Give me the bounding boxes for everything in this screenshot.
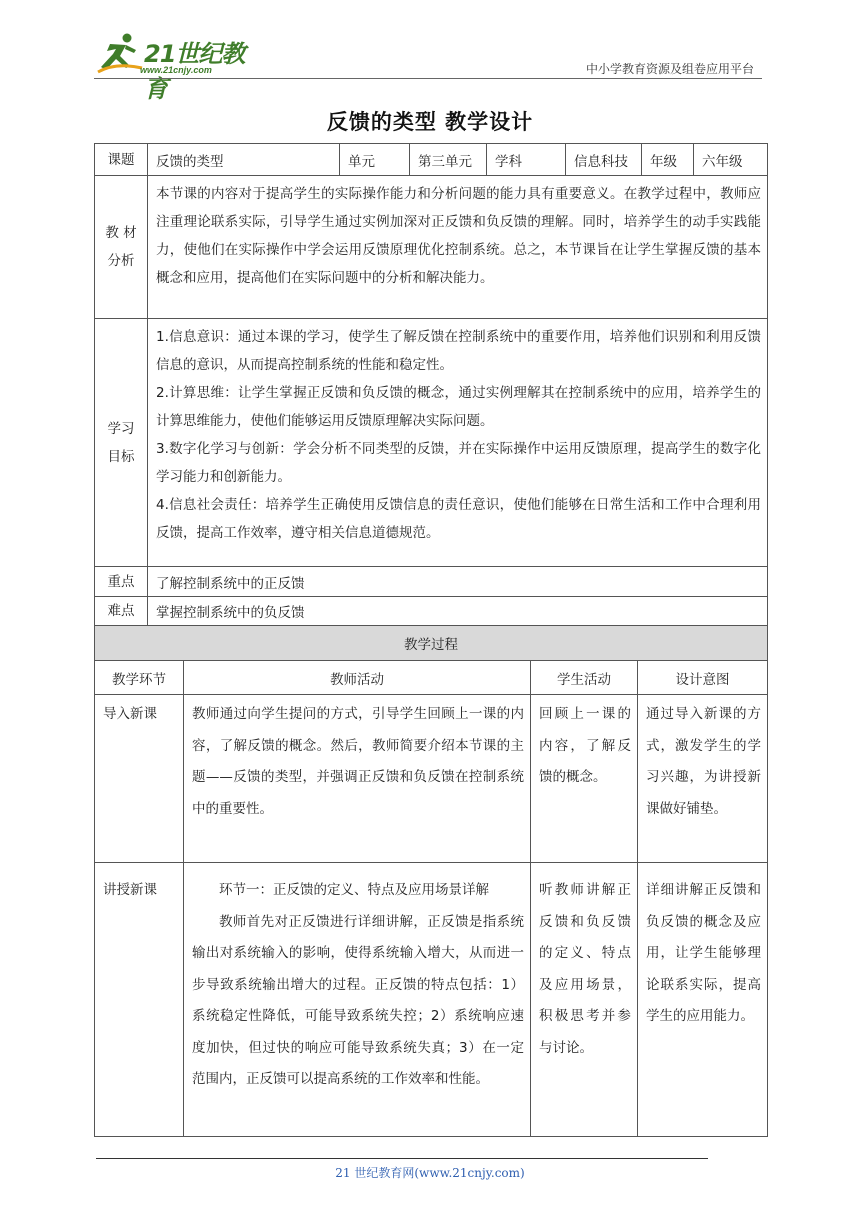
difficult-point-label: 难点	[95, 597, 148, 626]
column-header: 学生活动	[531, 661, 638, 695]
subject-label: 学科	[487, 144, 566, 176]
grade-value: 六年级	[694, 144, 768, 176]
design-intent: 详细讲解正反馈和负反馈的概念及应用，让学生能够理论联系实际，提高学生的应用能力。	[638, 863, 768, 1137]
process-row-intro	[95, 695, 768, 863]
unit-label: 单元	[340, 144, 410, 176]
teacher-activity-heading: 环节一：正反馈的定义、特点及应用场景详解	[219, 882, 489, 898]
process-title-row	[95, 626, 768, 661]
process-row-new-lesson	[95, 863, 768, 1137]
teaching-process-table	[94, 625, 768, 1137]
course-info-table	[94, 143, 768, 626]
analysis-text: 本节课的内容对于提高学生的实际操作能力和分析问题的能力具有重要意义。在教学过程中，教师应注重理论联系实际，引导学生通过实例加深对正反馈和负反馈的理解。同时，培养学生的动手实践能力，使他们在实际操作中学会运用反馈原理优化控制系统。总之，本节课旨在让学生掌握反馈的基本概念和应用，提高他们在实际问题中的分析和解决能力。	[148, 176, 768, 319]
footer-link[interactable]: 21 世纪教育网(www.21cnjy.com)	[335, 1166, 525, 1180]
teacher-activity	[184, 863, 531, 1137]
analysis-label-line-1: 教 材	[105, 225, 137, 241]
stage-cell: 讲授新课	[95, 863, 184, 1137]
key-point-label: 重点	[95, 567, 148, 597]
column-header: 教师活动	[184, 661, 531, 695]
objectives-label-line-2: 目标	[107, 448, 135, 465]
process-section-title: 教学过程	[95, 626, 768, 661]
page-header	[0, 0, 860, 103]
header-divider	[94, 78, 762, 79]
column-header: 设计意图	[638, 661, 768, 695]
student-activity: 回顾上一课的内容，了解反馈的概念。	[531, 695, 638, 863]
site-logo[interactable]	[96, 32, 266, 103]
platform-name: 中小学教育资源及组卷应用平台	[585, 62, 754, 76]
course-info-row	[95, 144, 768, 176]
teacher-activity-text: 教师首先对正反馈进行详细讲解，正反馈是指系统输出对系统输入的影响，使得系统输入增大，从而进一步导致系统输出增大的过程。正反馈的特点包括：1）系统稳定性降低，可能导致系统失控；2）系统响应速度加快，但过快的响应可能导致系统失真；3）在一定范围内，正反馈可以提高系统的工作效率和性能。	[192, 913, 524, 1087]
difficult-point-value: 掌握控制系统中的负反馈	[148, 597, 768, 626]
column-header: 教学环节	[95, 661, 184, 695]
objectives-label-line-1: 学习	[107, 420, 135, 437]
objective-item: 2.计算思维：让学生掌握正反馈和负反馈的概念，通过实例理解其在控制系统中的应用，培养学生的计算思维能力，使他们能够运用反馈原理解决实际问题。	[156, 385, 761, 429]
course-value: 反馈的类型	[148, 144, 340, 176]
document-title: 反馈的类型 教学设计	[326, 110, 534, 134]
student-activity: 听教师讲解正反馈和负反馈的定义、特点及应用场景，积极思考并参与讨论。	[531, 863, 638, 1137]
subject-value: 信息科技	[566, 144, 642, 176]
logo-url: www.21cnjy.com	[140, 65, 212, 75]
objectives-label	[95, 319, 148, 567]
course-label: 课题	[95, 144, 148, 176]
unit-value: 第三单元	[410, 144, 487, 176]
key-point-value: 了解控制系统中的正反馈	[148, 567, 768, 597]
runner-icon	[96, 32, 144, 76]
objectives-text	[148, 319, 768, 567]
analysis-label	[95, 176, 148, 319]
key-point-row	[95, 567, 768, 597]
objective-item: 1.信息意识：通过本课的学习，使学生了解反馈在控制系统中的重要作用，培养他们识别和利用反馈信息的意识，从而提高控制系统的性能和稳定性。	[156, 329, 761, 373]
process-header-row	[95, 661, 768, 695]
footer-divider	[96, 1158, 708, 1159]
logo-text: 21世纪教育	[144, 40, 245, 103]
objective-item: 4.信息社会责任：培养学生正确使用反馈信息的责任意识，使他们能够在日常生活和工作中合理利用反馈，提高工作效率，遵守相关信息道德规范。	[156, 497, 761, 541]
stage-cell: 导入新课	[95, 695, 184, 863]
objectives-row	[95, 319, 768, 567]
objective-item: 3.数字化学习与创新：学会分析不同类型的反馈，并在实际操作中运用反馈原理，提高学生的数字化学习能力和创新能力。	[156, 441, 761, 485]
difficult-point-row	[95, 597, 768, 626]
analysis-label-line-2: 分析	[107, 253, 135, 269]
grade-label: 年级	[642, 144, 694, 176]
teacher-activity: 教师通过向学生提问的方式，引导学生回顾上一课的内容，了解反馈的概念。然后，教师简要介绍本节课的主题——反馈的类型，并强调正反馈和负反馈在控制系统中的重要性。	[184, 695, 531, 863]
analysis-row	[95, 176, 768, 319]
design-intent: 通过导入新课的方式，激发学生的学习兴趣，为讲授新课做好铺垫。	[638, 695, 768, 863]
